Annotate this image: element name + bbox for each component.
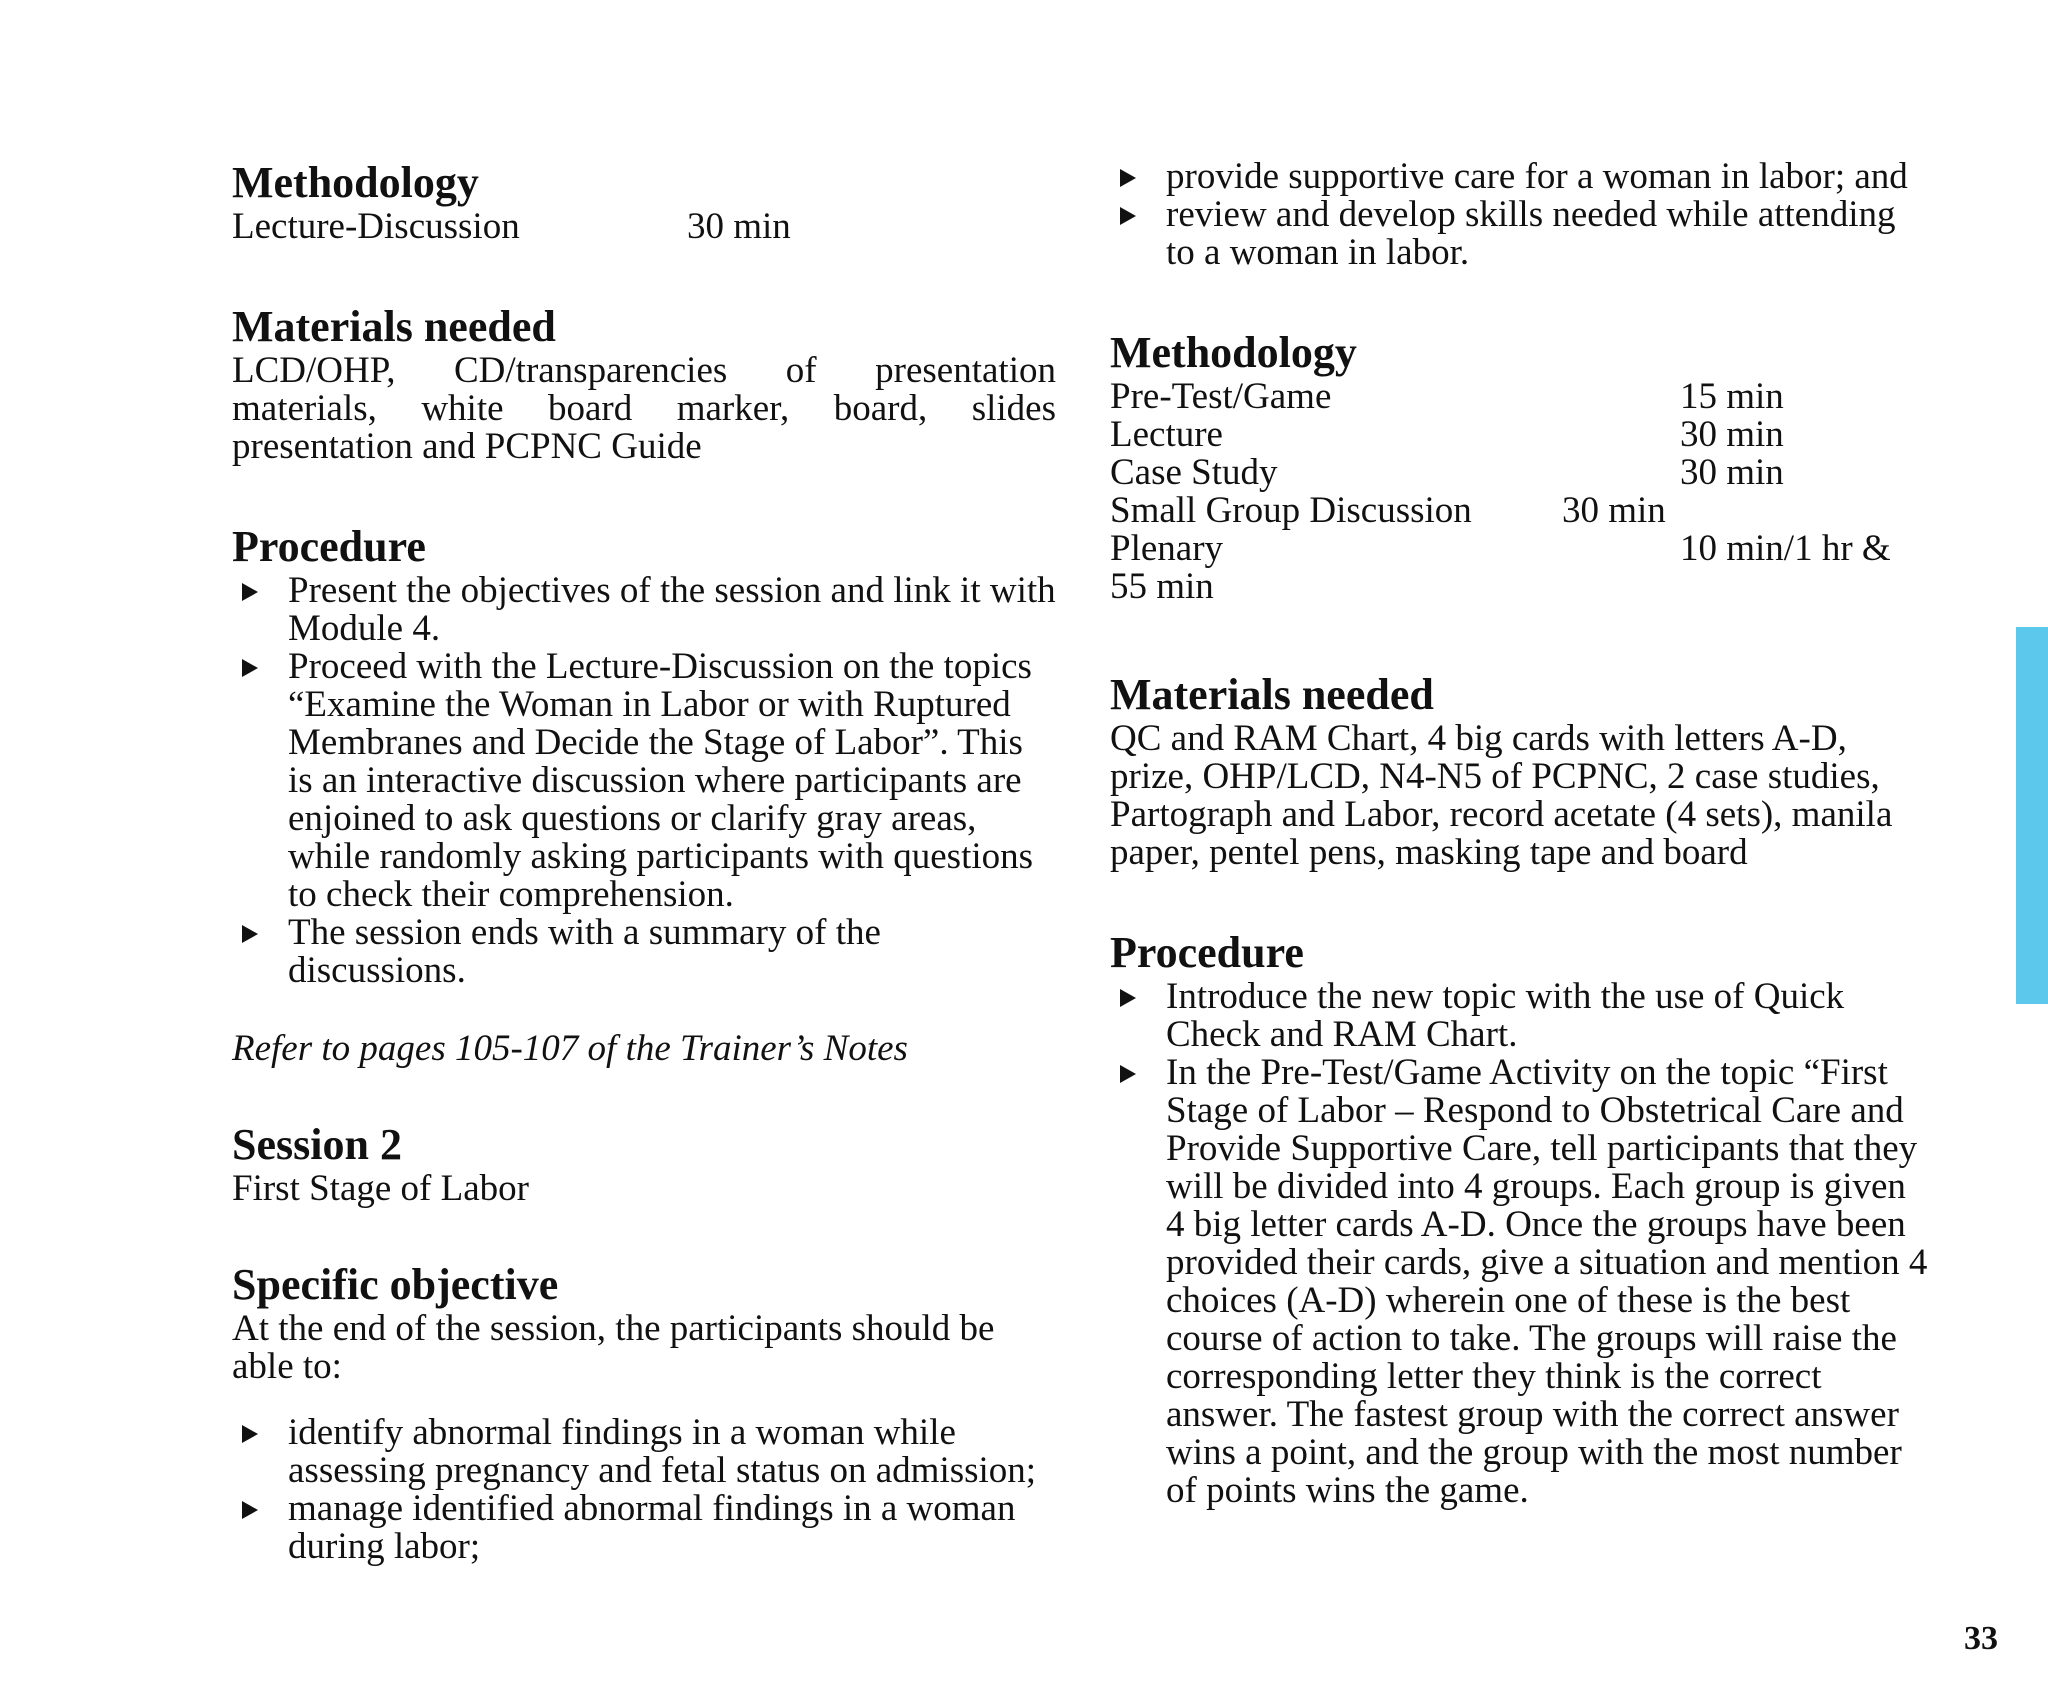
materials-text: LCD/OHP, CD/transparencies of presentation materials, white board marker, board, slides presentation and PCPNC Guide — [232, 350, 1056, 467]
list-item-text: Proceed with the Lecture-Discussion on the topics “Examine the Woman in Labor or with Ruptured Membranes and Decide the Stage of Labor”. This is an interactive discussion where participants are enjoined to ask questions or clarify gray areas, while randomly asking participants with questions to check their comprehension. — [288, 646, 1034, 915]
list-item — [1110, 978, 1930, 1054]
list-item — [232, 914, 1056, 990]
section-tab-marker — [2016, 627, 2048, 1004]
list-item — [232, 1414, 1056, 1490]
list-item-text: provide supportive care for a woman in labor; and — [1166, 156, 1908, 197]
list-item-text: Introduce the new topic with the use of Quick Check and RAM Chart. — [1166, 976, 1845, 1055]
method-time: 30 min — [687, 206, 791, 247]
list-item-text: manage identified abnormal findings in a woman during labor; — [288, 1488, 1016, 1567]
method-name: Case Study — [1110, 452, 1278, 493]
session-heading: Session 2 — [232, 1120, 402, 1169]
list-item-text: The session ends with a summary of the discussions. — [288, 912, 881, 991]
methodology-row — [1110, 492, 1930, 530]
methodology-row — [1110, 416, 1930, 454]
left-column — [232, 158, 1056, 1566]
method-time: 30 min — [1680, 452, 1784, 493]
list-item — [232, 648, 1056, 914]
methodology-row — [1110, 378, 1930, 416]
method-name: Small Group Discussion — [1110, 490, 1472, 531]
bullet-arrow-icon — [1120, 989, 1136, 1007]
method-name: Lecture — [1110, 414, 1223, 455]
procedure-heading: Procedure — [232, 522, 426, 571]
procedure-heading: Procedure — [1110, 928, 1304, 977]
methodology-row — [1110, 530, 1930, 568]
method-time: 30 min — [1680, 414, 1784, 455]
method-name: Lecture-Discussion — [232, 206, 520, 247]
objective-lead: At the end of the session, the participants should be able to: — [232, 1308, 995, 1387]
list-item — [232, 572, 1056, 648]
method-name: Plenary — [1110, 528, 1224, 569]
method-time: 10 min/1 hr & — [1680, 528, 1891, 569]
list-item — [1110, 196, 1930, 272]
bullet-arrow-icon — [1120, 1065, 1136, 1083]
list-item — [232, 1490, 1056, 1566]
list-item-text: review and develop skills needed while attending to a woman in labor. — [1166, 194, 1896, 273]
procedure-list — [232, 572, 1056, 990]
objective-heading: Specific objective — [232, 1260, 559, 1309]
bullet-arrow-icon — [242, 1501, 258, 1519]
session-title: First Stage of Labor — [232, 1168, 529, 1209]
method-time: 30 min — [1562, 490, 1666, 531]
bullet-arrow-icon — [242, 583, 258, 601]
bullet-arrow-icon — [242, 659, 258, 677]
methodology-row — [1110, 454, 1930, 492]
materials-heading: Materials needed — [232, 302, 556, 351]
objective-list — [232, 1414, 1056, 1566]
method-time: 15 min — [1680, 376, 1784, 417]
objective-list-continued — [1110, 158, 1930, 272]
bullet-arrow-icon — [242, 1425, 258, 1443]
methodology-row — [232, 208, 1056, 246]
bullet-arrow-icon — [1120, 169, 1136, 187]
list-item-text: identify abnormal findings in a woman while assessing pregnancy and fetal status on admission; — [288, 1412, 1037, 1491]
methodology-heading: Methodology — [1110, 328, 1357, 377]
method-name: Pre-Test/Game — [1110, 376, 1332, 417]
right-column — [1110, 158, 1930, 1510]
materials-heading: Materials needed — [1110, 670, 1434, 719]
list-item-text: Present the objectives of the session and link it with Module 4. — [288, 570, 1056, 649]
materials-text: QC and RAM Chart, 4 big cards with letters A-D, prize, OHP/LCD, N4-N5 of PCPNC, 2 case studies, Partograph and Labor, record acetate (4 sets), manila paper, pentel pens, masking tape and board — [1110, 718, 1893, 873]
bullet-arrow-icon — [1120, 207, 1136, 225]
page-number: 33 — [1964, 1620, 1998, 1657]
plenary-continuation: 55 min — [1110, 566, 1214, 607]
bullet-arrow-icon — [242, 925, 258, 943]
list-item-text: In the Pre-Test/Game Activity on the topic “First Stage of Labor – Respond to Obstetrical Care and Provide Supportive Care, tell participants that they will be divided into 4 groups. Each group is given 4 big letter cards A-D. Once the groups have been provided their cards, give a situation and mention 4 choices (A-D) wherein one of these is the best course of action to take. The groups will raise the corresponding letter they think is the correct answer. The fastest group with the correct answer wins a point, and the group with the most number of points wins the game. — [1166, 1052, 1928, 1511]
methodology-heading: Methodology — [232, 158, 479, 207]
list-item — [1110, 1054, 1930, 1510]
list-item — [1110, 158, 1930, 196]
procedure-list — [1110, 978, 1930, 1510]
trainers-notes-reference: Refer to pages 105-107 of the Trainer’s Notes — [232, 1028, 908, 1069]
